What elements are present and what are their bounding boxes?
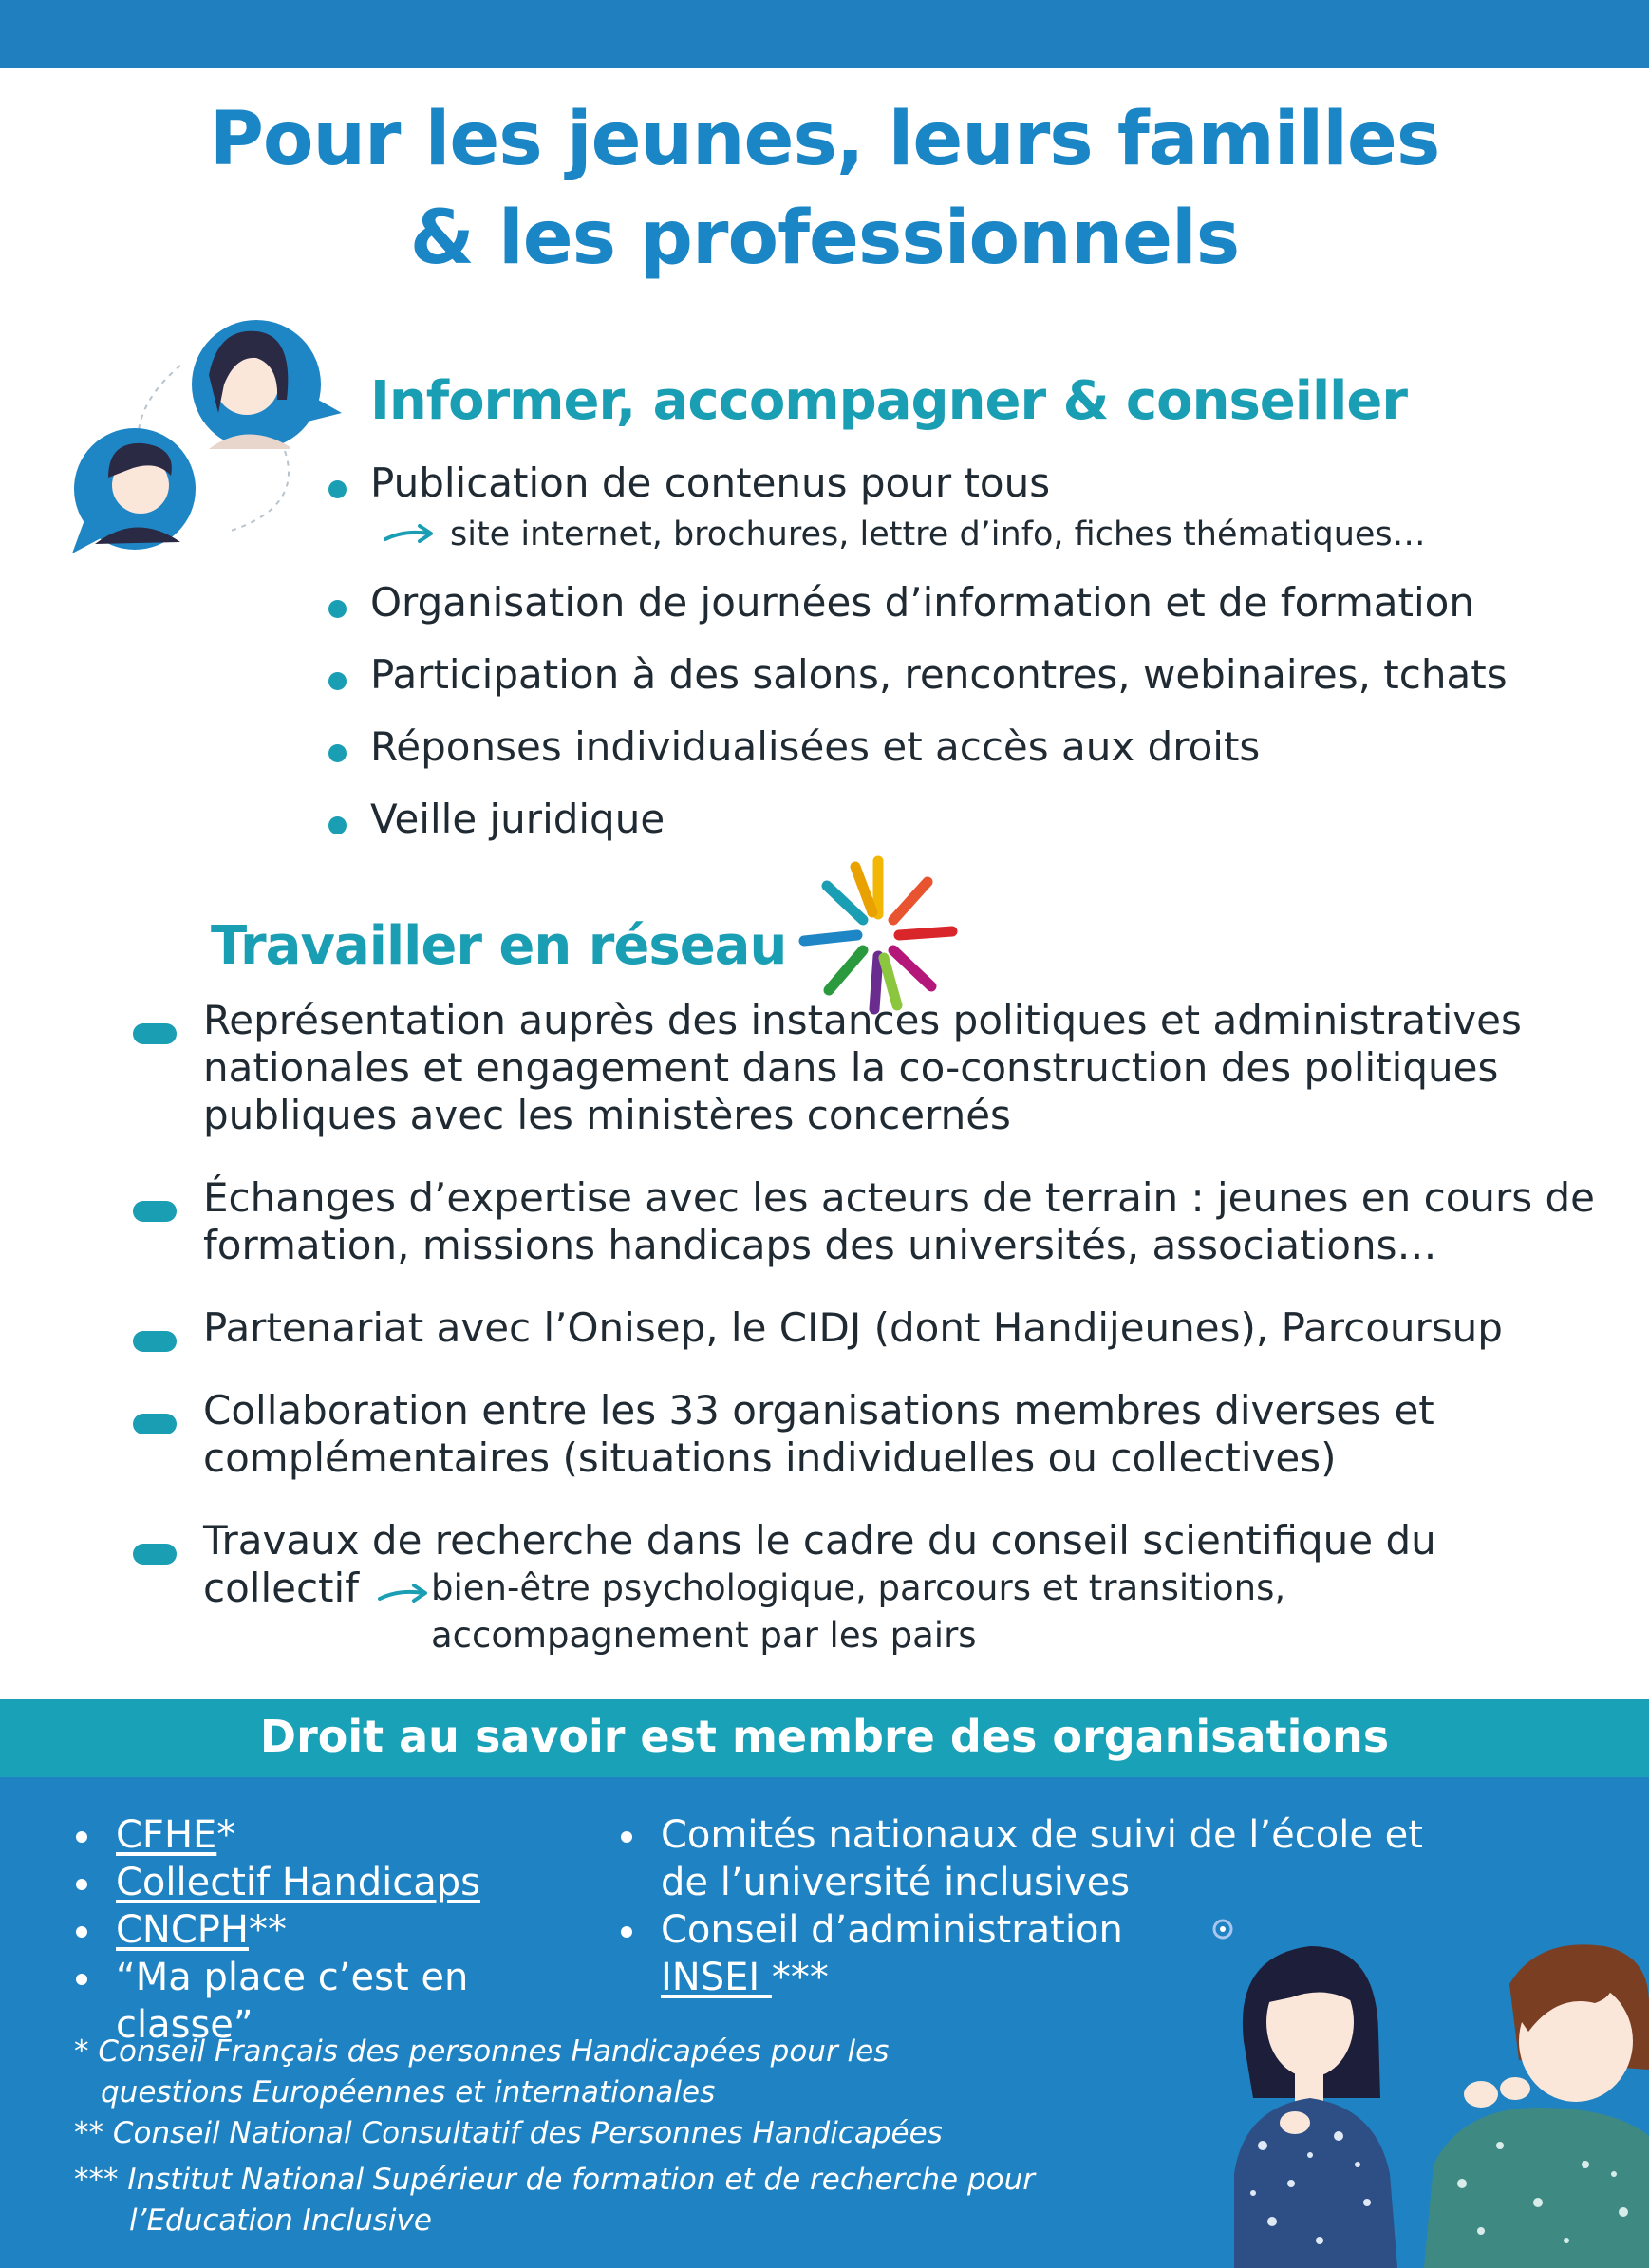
list-item <box>72 1811 604 1859</box>
footnote-marker: * <box>216 1813 236 1857</box>
bullet-dot <box>76 1974 87 1985</box>
bullet-dot <box>621 1831 632 1843</box>
list-item-text: Échanges d’expertise avec les acteurs de terrain : jeunes en cours de formation, missions handicaps des universités, associations… <box>203 1174 1596 1268</box>
list-item <box>133 1387 1614 1482</box>
cncph-link[interactable]: CNCPH <box>116 1908 249 1952</box>
title-line-1: Pour les jeunes, leurs familles <box>209 97 1440 182</box>
network-list <box>133 997 1614 1659</box>
top-banner <box>0 0 1649 68</box>
bullet-pill <box>133 1544 177 1565</box>
arrow-right-icon <box>376 1580 431 1608</box>
bullet-pill <box>133 1414 177 1434</box>
list-item <box>328 720 1620 775</box>
footnote-line: questions Européennes et internationales <box>101 2075 716 2109</box>
footnote-line: *** Institut National Supérieur de formation et de recherche pour <box>74 2163 1035 2197</box>
list-item-text: Collaboration entre les 33 organisations membres diverses et complémentaires (situations individuelles ou collectives) <box>203 1387 1434 1481</box>
bullet-dot <box>328 600 347 618</box>
list-item <box>72 1859 604 1906</box>
list-item-text: Publication de contenus pour tous <box>370 459 1051 506</box>
list-item <box>328 647 1620 703</box>
collectif-handicaps-link[interactable]: Collectif Handicaps <box>116 1861 481 1904</box>
sunburst-icon <box>797 854 959 1016</box>
organisations-title: Droit au savoir est membre des organisations <box>259 1711 1390 1762</box>
students-illustration <box>1177 1899 1649 2268</box>
list-item <box>328 456 1620 511</box>
inform-list <box>328 456 1620 847</box>
list-item <box>617 1906 1187 2001</box>
list-item <box>133 1304 1614 1352</box>
bullet-dot <box>76 1926 87 1938</box>
footnote-line: * Conseil Français des personnes Handicapées pour les <box>74 2034 890 2069</box>
list-item-text: Travaux de recherche dans le cadre du conseil scientifique du <box>203 1517 1436 1564</box>
list-item <box>617 1811 1471 1906</box>
chat-bubbles-illustration <box>66 309 351 565</box>
footnotes <box>74 2032 1118 2241</box>
bullet-pill <box>133 1201 177 1222</box>
title-line-2: & les professionnels <box>409 196 1240 281</box>
bullet-dot <box>328 744 347 762</box>
organisations-list-left <box>72 1811 604 2049</box>
list-item-text: Représentation auprès des instances politiques et administratives nationales et engagement dans la co-construction des politiques publiques avec les ministères concernés <box>203 997 1522 1138</box>
page-title <box>0 90 1649 288</box>
network-section-title: Travailler en réseau <box>211 915 787 977</box>
bullet-dot <box>76 1831 87 1843</box>
bullet-dot <box>621 1926 632 1938</box>
bullet-dot <box>76 1879 87 1890</box>
list-item-lead-word: collectif <box>203 1565 359 1611</box>
list-item <box>328 575 1620 630</box>
bullet-pill <box>133 1331 177 1352</box>
list-item-text: Comités nationaux de suivi de l’école et de l’université inclusives <box>661 1813 1423 1904</box>
bullet-dot <box>328 480 347 498</box>
list-item-detail: bien-être psychologique, parcours et transitions, accompagnement par les pairs <box>431 1567 1286 1656</box>
list-item <box>133 1517 1614 1659</box>
list-sub-item <box>328 513 1620 556</box>
list-item-text: Partenariat avec l’Onisep, le CIDJ (dont Handijeunes), Parcoursup <box>203 1304 1503 1351</box>
inform-section-title: Informer, accompagner & conseiller <box>370 370 1407 432</box>
footnote-line: ** Conseil National Consultatif des Personnes Handicapées <box>74 2116 943 2150</box>
footnote-marker: *** <box>771 1956 829 1999</box>
list-sub-item-text: site internet, brochures, lettre d’info, fiches thématiques… <box>450 515 1426 553</box>
list-item <box>133 997 1614 1139</box>
list-item <box>72 1906 604 1954</box>
list-item-text: Organisation de journées d’information et de formation <box>370 579 1474 626</box>
list-item <box>328 792 1620 847</box>
list-item-text: Réponses individualisées et accès aux droits <box>370 723 1261 770</box>
list-item-text: Conseil d’administration <box>661 1908 1123 1952</box>
list-item-text: “Ma place c’est en classe” <box>116 1956 469 2047</box>
list-item <box>133 1174 1614 1269</box>
list-item-text: Veille juridique <box>370 796 665 842</box>
cfhe-link[interactable]: CFHE <box>116 1813 217 1857</box>
list-item-continuation <box>203 1565 1614 1659</box>
arrow-right-icon <box>382 520 437 549</box>
insei-link[interactable]: INSEI <box>661 1956 772 1999</box>
bullet-pill <box>133 1023 177 1044</box>
footnote-marker: ** <box>248 1908 287 1952</box>
bullet-dot <box>328 672 347 690</box>
footnote-line: l’Education Inclusive <box>129 2203 432 2238</box>
bullet-dot <box>328 816 347 834</box>
list-item-text: Participation à des salons, rencontres, webinaires, tchats <box>370 651 1508 698</box>
